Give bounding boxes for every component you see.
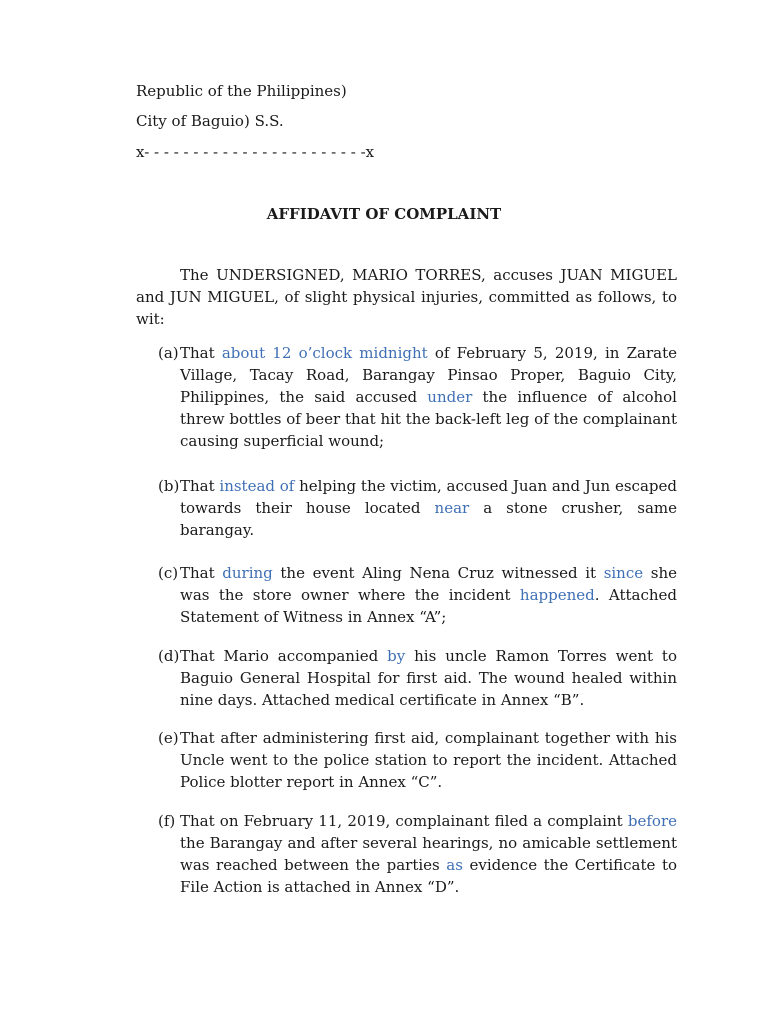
intro-paragraph: The UNDERSIGNED, MARIO TORRES, accuses JUAN MIGUEL and JUN MIGUEL, of slight physical injuries, committed as follows, to wit: [136, 266, 677, 328]
item-text: That during the event Aling Nena Cruz witnessed it since she was the store owner where the incident happened. Attached Statement of Witness in Annex “A”; [180, 564, 677, 626]
header-separator: x- - - - - - - - - - - - - - - - - - - - - - -x [136, 143, 375, 161]
item-text: That Mario accompanied by his uncle Ramon Torres went to Baguio General Hospital for first aid. The wound healed within nine days. Attached medical certificate in Annex “B”. [180, 647, 677, 709]
document-title: AFFIDAVIT OF COMPLAINT [266, 205, 502, 223]
item-marker: (e) [158, 729, 179, 747]
list-item-d [158, 645, 677, 711]
item-text: That about 12 o’clock midnight of February 5, 2019, in Zarate Village, Tacay Road, Barangay Pinsao Proper, Baguio City, Philippines, the said accused under the influence of alcohol threw bottles of beer that hit the back-left leg of the complainant causing superficial wound; [180, 344, 678, 450]
item-marker: (a) [158, 344, 179, 362]
item-marker: (d) [158, 647, 180, 665]
header-republic: Republic of the Philippines) [136, 82, 347, 100]
list-item-e [158, 727, 677, 793]
item-text: That instead of helping the victim, accused Juan and Jun escaped towards their house located near a stone crusher, same barangay. [180, 477, 677, 539]
item-text: That after administering first aid, complainant together with his Uncle went to the police station to report the incident. Attached Police blotter report in Annex “C”. [180, 729, 677, 791]
item-marker: (c) [158, 564, 179, 582]
list-item-c [158, 562, 677, 628]
item-text: That on February 11, 2019, complainant filed a complaint before the Barangay and after several hearings, no amicable settlement was reached between the parties as evidence the Certificate to File Action is attached in Annex “D”. [180, 812, 677, 896]
list-item-f [158, 810, 677, 898]
list-item-a [158, 342, 677, 452]
list-item-b [158, 475, 677, 541]
item-marker: (b) [158, 477, 180, 495]
item-marker: (f) [158, 812, 176, 830]
header-city: City of Baguio) S.S. [136, 112, 284, 130]
